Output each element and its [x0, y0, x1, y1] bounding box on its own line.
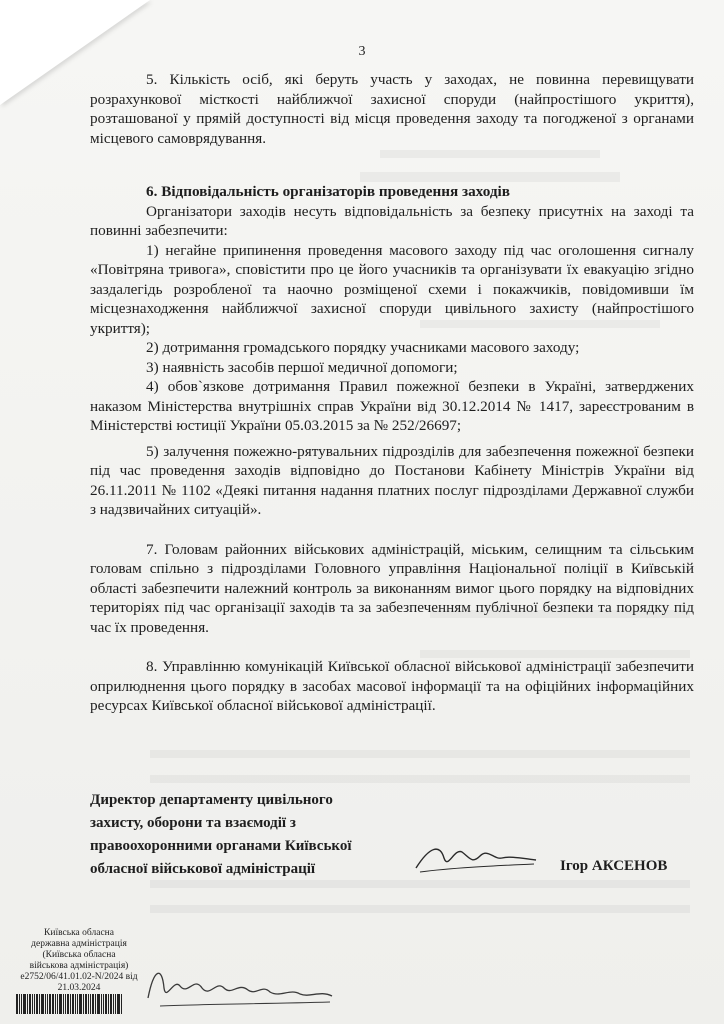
paragraph-6-item-1: 1) негайне припинення проведення масового заходу під час оголошення сигналу «Повітряна тривога», сповістити про це його учасників та організувати їх евакуацію згідно заздалегідь розробленої та наочно розміщеної схеми і покажчиків, повідомивши їм місцезнаходження найближчої захисної споруди цивільного захисту (найпростішого укриття); [90, 241, 694, 337]
signatory-title-line: обласної військової адміністрації [90, 861, 316, 877]
stamp-line: (Київська обласна [42, 950, 116, 960]
barcode-bar [65, 994, 66, 1014]
barcode-bar [63, 994, 64, 1014]
registration-stamp [14, 928, 144, 994]
barcode-bar [85, 994, 87, 1014]
registration-signature [140, 958, 340, 1013]
paragraph-6-item-3: 3) наявність засобів першої медичної допомоги; [146, 358, 458, 376]
stamp-line: військова адміністрація) [29, 961, 129, 971]
handwritten-signature [410, 838, 540, 878]
barcode-bar [83, 994, 84, 1014]
barcode-bar [41, 994, 44, 1014]
section-6-heading: 6. Відповідальність організаторів проведення заходів [146, 183, 510, 200]
signatory-name: Ігор АКСЕНОВ [560, 858, 668, 874]
signatory-title-line: Директор департаменту цивільного [90, 792, 333, 808]
stamp-line: Київська обласна [44, 928, 114, 938]
barcode-bar [92, 994, 94, 1014]
stamp-line: e2752/06/41.01.02-N/2024 від [20, 972, 138, 982]
barcode-bar [52, 994, 54, 1014]
barcode-bar [29, 994, 31, 1014]
barcode-bar [23, 994, 26, 1014]
barcode-bar [55, 994, 56, 1014]
barcode-bar [27, 994, 28, 1014]
barcode-bar [105, 994, 107, 1014]
barcode-bar [72, 994, 74, 1014]
signatory-title [90, 789, 390, 881]
barcode-bar [79, 994, 82, 1014]
barcode-bar [88, 994, 89, 1014]
barcode-bar [57, 994, 58, 1014]
barcode-bar [75, 994, 76, 1014]
paragraph-6-item-2: 2) дотримання громадського порядку учасниками масового заходу; [146, 339, 580, 356]
paragraph-5: 5. Кількість осіб, які беруть участь у заходах, не повинна перевищувати розрахункової місткості найближчої захисної споруди (найпростішого укриття), розташованої у прямій доступності від місця проведення заходу та погодженої з органами місцевого самоврядування. [90, 71, 694, 147]
barcode-bar [90, 994, 91, 1014]
barcode-bar [16, 994, 18, 1014]
barcode-bar [32, 994, 33, 1014]
barcode-bar [45, 994, 46, 1014]
paragraph-6-item-4: 4) обов`язкове дотримання Правил пожежної безпеки в Україні, затверджених наказом Міністерства внутрішніх справ України від 30.12.2014 № 1417, зареєстрованим в Міністерстві юстиції України 05.03.2015 за № 252/26697; [90, 378, 694, 434]
barcode-bar [67, 994, 69, 1014]
barcode-bar [36, 994, 38, 1014]
barcode-bar [110, 994, 112, 1014]
page-number: 3 [358, 44, 366, 59]
document-body [90, 70, 694, 716]
barcode-bar [21, 994, 22, 1014]
barcode-bar [115, 994, 116, 1014]
barcode-bar [97, 994, 100, 1014]
barcode-bar [113, 994, 114, 1014]
stamp-line: 21.03.2024 [57, 983, 101, 993]
paragraph-6-item-5: 5) залучення пожежно-рятувальних підрозділів для забезпечення пожежної безпеки під час проведення заходів відповідно до Постанови Кабінету Міністрів України від 26.11.2011 № 1102 «Деякі питання надання платних послуг підрозділами Державної служби з надзвичайних ситуацій». [90, 442, 694, 518]
barcode-bar [117, 994, 120, 1014]
paragraph-6-intro: Організатори заходів несуть відповідальність за безпеку присутніх на заході та повинні забезпечити: [90, 202, 694, 239]
barcode [16, 994, 134, 1014]
barcode-bar [34, 994, 35, 1014]
barcode-bar [121, 994, 122, 1014]
barcode-bar [59, 994, 62, 1014]
barcode-bar [95, 994, 96, 1014]
signatory-title-line: правоохоронними органами Київської [90, 838, 352, 854]
barcode-bar [19, 994, 20, 1014]
barcode-bar [47, 994, 48, 1014]
signatory-title-line: захисту, оборони та взаємодії з [90, 815, 296, 831]
stamp-line: державна адміністрація [31, 939, 127, 949]
barcode-bar [70, 994, 71, 1014]
paragraph-8: 8. Управлінню комунікацій Київської обласної військової адміністрації забезпечити оприлюднення цього порядку в засобах масової інформації та на офіційних інформаційних ресурсах Київської обласної військової адміністрації. [90, 658, 694, 714]
paragraph-7: 7. Головам районних військових адміністрацій, міським, селищним та сільським головам спільно з підрозділами Головного управління Національної поліції в Київській області забезпечити належний контроль за виконанням вимог цього порядку на відповідних територіях під час організації заходів та за забезпеченням публічної безпеки та порядку під час їх проведення. [90, 540, 694, 636]
barcode-bar [49, 994, 51, 1014]
barcode-bar [39, 994, 40, 1014]
barcode-bar [77, 994, 78, 1014]
barcode-bar [101, 994, 102, 1014]
barcode-bar [108, 994, 109, 1014]
barcode-bar [103, 994, 104, 1014]
